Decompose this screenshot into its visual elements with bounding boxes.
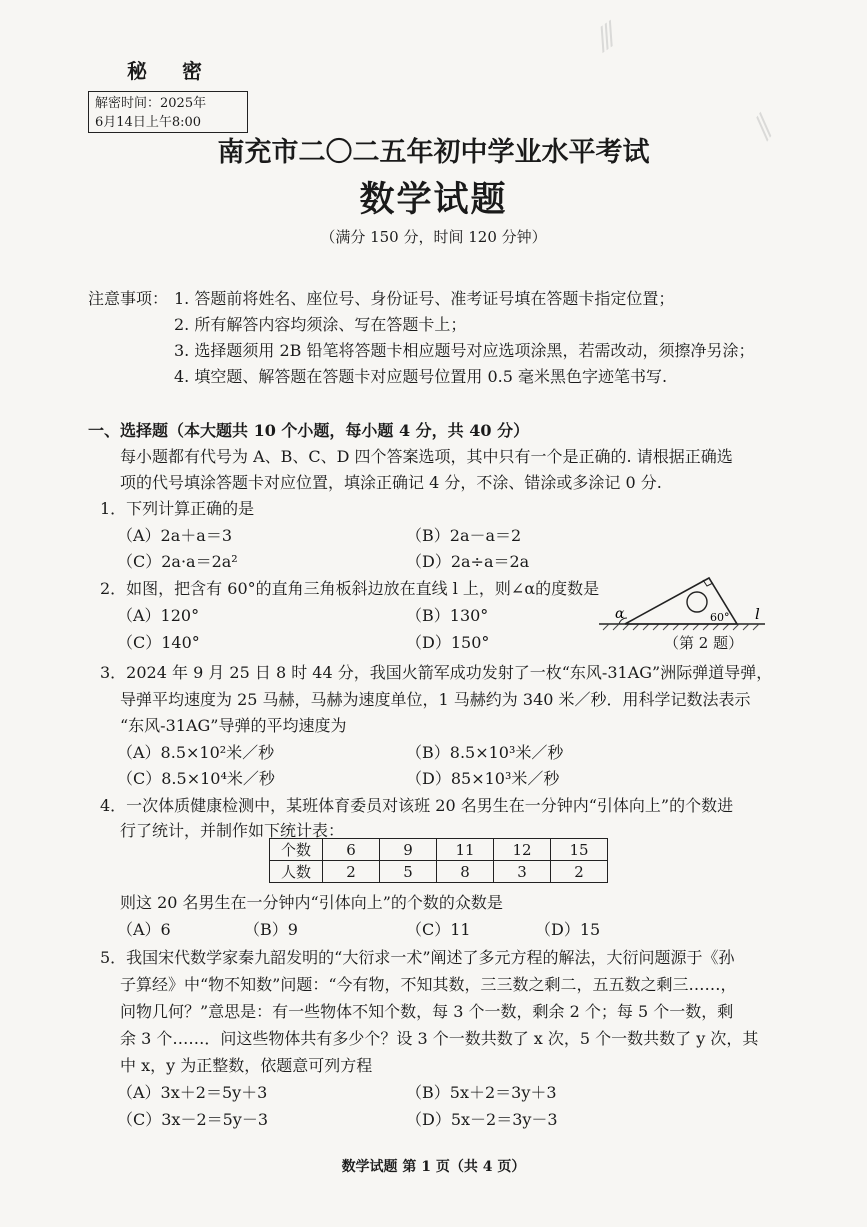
declassify-box	[88, 91, 248, 133]
table-cell: 个数	[270, 839, 323, 861]
q5-option-c: （C）3x－2＝5y－3	[117, 1110, 269, 1129]
q5-line: 中 x，y 为正整数，依题意可列方程	[120, 1056, 373, 1075]
fig-alpha-label: α	[615, 606, 625, 622]
exam-meta: （满分 150 分，时间 120 分钟）	[320, 228, 547, 246]
q3-option-d: （D）85×10³米／秒	[406, 769, 560, 788]
table-row	[270, 839, 608, 861]
q2-stem: 2．如图，把含有 60°的直角三角板斜边放在直线 l 上，则∠α的度数是	[100, 579, 600, 598]
q4-option-d: （D）15	[535, 920, 601, 939]
q4-line: 则这 20 名男生在一分钟内“引体向上”的个数的众数是	[120, 893, 503, 912]
q4-line: 行了统计，并制作如下统计表：	[120, 821, 345, 840]
note-item: 4. 填空题、解答题在答题卡对应题号位置用 0.5 毫米黑色字迹笔书写.	[174, 367, 668, 386]
q2-option-c: （C）140°	[117, 633, 200, 652]
section-intro: 项的代号填涂答题卡对应位置，填涂正确记 4 分，不涂、错涂或多涂记 0 分.	[120, 473, 662, 492]
declassify-line: 6月14日上午8:00	[95, 115, 202, 130]
q4-option-a: （A）6	[117, 920, 171, 939]
notes-label: 注意事项：	[88, 289, 169, 308]
stats-table	[269, 838, 608, 883]
table-row	[270, 861, 608, 883]
q5-line: 子算经》中“物不知数”问题：“今有物，不知其数，三三数之剩二，五五数之剩三……，	[120, 975, 737, 994]
declassify-line: 解密时间：2025年	[95, 96, 207, 111]
q3-line: 导弹平均速度为 25 马赫，马赫为速度单位，1 马赫约为 340 米／秒．用科学记数法表示	[120, 690, 751, 709]
q2-option-d: （D）150°	[406, 633, 490, 652]
fig-angle-label: 60°	[710, 611, 730, 624]
subject-title: 数学试题	[359, 179, 508, 220]
q1-option-a: （A）2a＋a＝3	[117, 526, 232, 545]
table-cell: 3	[494, 861, 551, 883]
q5-line: 问物几何？”意思是：有一些物体不知个数，每 3 个一数，剩余 2 个；每 5 个一数，剩	[120, 1002, 734, 1021]
watermark-mark: ⁄⁄⁄	[591, 18, 624, 57]
q5-option-b: （B）5x＋2＝3y＋3	[406, 1083, 557, 1102]
q3-line: 3．2024 年 9 月 25 日 8 时 44 分，我国火箭军成功发射了一枚“东风-31AG”洲际弹道导弹，	[100, 663, 773, 682]
figure-caption: （第 2 题）	[664, 634, 744, 652]
q5-line: 余 3 个……．问这些物体共有多少个？设 3 个一数共数了 x 次，5 个一数共数了 y 次，其	[120, 1029, 759, 1048]
q4-line: 4．一次体质健康检测中，某班体育委员对该班 20 名男生在一分钟内“引体向上”的个数进	[100, 796, 734, 815]
table-cell: 6	[323, 839, 380, 861]
table-cell: 2	[323, 861, 380, 883]
note-item: 2. 所有解答内容均须涂、写在答题卡上；	[174, 315, 467, 334]
exam-title: 南充市二〇二五年初中学业水平考试	[217, 137, 650, 168]
q2-option-b: （B）130°	[406, 606, 489, 625]
q3-option-b: （B）8.5×10³米／秒	[406, 743, 564, 762]
table-cell: 11	[437, 839, 494, 861]
table-cell: 15	[551, 839, 608, 861]
section-intro: 每小题都有代号为 A、B、C、D 四个答案选项，其中只有一个是正确的. 请根据正确选	[120, 447, 733, 466]
q3-option-c: （C）8.5×10⁴米／秒	[117, 769, 275, 788]
q1-option-d: （D）2a÷a＝2a	[406, 552, 530, 571]
table-cell: 8	[437, 861, 494, 883]
q5-option-d: （D）5x－2＝3y－3	[406, 1110, 558, 1129]
q2-option-a: （A）120°	[117, 606, 200, 625]
table-cell: 人数	[270, 861, 323, 883]
q5-option-a: （A）3x＋2＝5y＋3	[117, 1083, 268, 1102]
secret-label: 秘 密	[127, 59, 216, 83]
q1-option-c: （C）2a·a＝2a²	[117, 552, 238, 571]
fig-line-label: l	[755, 605, 760, 623]
q3-line: “东风-31AG”导弹的平均速度为	[120, 716, 347, 735]
q5-line: 5．我国宋代数学家秦九韶发明的“大衍求一术”阐述了多元方程的解法，大衍问题源于《孙	[100, 948, 735, 967]
q3-option-a: （A）8.5×10²米／秒	[117, 743, 275, 762]
table-cell: 2	[551, 861, 608, 883]
page-footer: 数学试题 第 1 页（共 4 页）	[341, 1159, 526, 1175]
q4-option-c: （C）11	[406, 920, 471, 939]
note-item: 1. 答题前将姓名、座位号、身份证号、准考证号填在答题卡指定位置；	[174, 289, 675, 308]
section-heading: 一、选择题（本大题共 10 个小题，每小题 4 分，共 40 分）	[88, 421, 530, 440]
watermark-mark: ⁄⁄	[747, 113, 783, 142]
note-item: 3. 选择题须用 2B 铅笔将答题卡相应题号对应选项涂黑，若需改动，须擦净另涂；	[174, 341, 755, 360]
q4-option-b: （B）9	[244, 920, 298, 939]
table-cell: 12	[494, 839, 551, 861]
q1-stem: 1．下列计算正确的是	[100, 499, 255, 518]
table-cell: 5	[380, 861, 437, 883]
table-cell: 9	[380, 839, 437, 861]
q1-option-b: （B）2a－a＝2	[406, 526, 522, 545]
